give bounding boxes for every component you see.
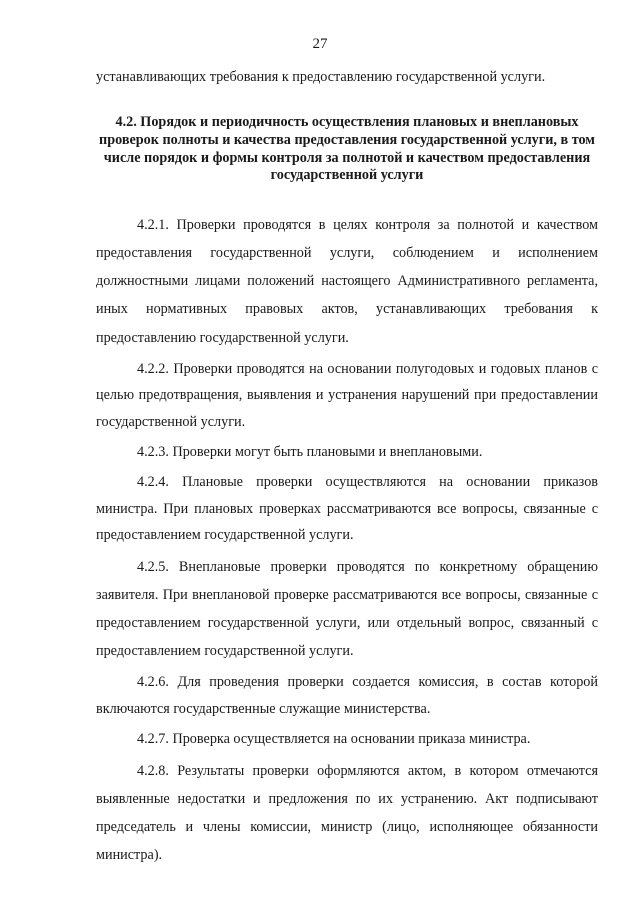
paragraph-4-2-6: 4.2.6. Для проведения проверки создается комиссия, в состав которой включаются государственные служащие министерства. bbox=[96, 674, 598, 717]
paragraph-4-2-1: 4.2.1. Проверки проводятся в целях контроля за полнотой и качеством предоставления государственной услуги, соблюдением и исполнением должностными лицами положений настоящего Административного регламента, иных нормативных правовых актов, устанавливающих требования к предоставлению государственной услуги. bbox=[96, 216, 598, 346]
continuation-line: устанавливающих требования к предоставлению государственной услуги. bbox=[96, 69, 546, 85]
paragraph-4-2-8: 4.2.8. Результаты проверки оформляются актом, в котором отмечаются выявленные недостатки и предложения по их устранению. Акт подписывают председатель и члены комиссии, министр (лицо, исполняющее обязанности министра). bbox=[96, 762, 598, 864]
paragraph-4-2-7: 4.2.7. Проверка осуществляется на основании приказа министра. bbox=[137, 731, 531, 748]
section-heading: 4.2. Порядок и периодичность осуществления плановых и внеплановых проверок полноты и качества предоставления государственной услуги, в том числе порядок и формы контроля за полнотой и качеством предоставления государственной услуги bbox=[99, 114, 595, 184]
paragraph-4-2-5: 4.2.5. Внеплановые проверки проводятся по конкретному обращению заявителя. При внеплановой проверке рассматриваются все вопросы, связанные с предоставлением государственной услуги, или отдельный вопрос, связанный с предоставлением государственной услуги. bbox=[96, 558, 598, 660]
document-body bbox=[96, 64, 598, 869]
paragraph-4-2-2: 4.2.2. Проверки проводятся на основании полугодовых и годовых планов с целью предотвращения, выявления и устранения нарушений при предоставлении государственной услуги. bbox=[96, 360, 598, 430]
paragraph-4-2-4: 4.2.4. Плановые проверки осуществляются на основании приказов министра. При плановых проверках рассматриваются все вопросы, связанные с предоставлением государственной услуги. bbox=[96, 474, 598, 544]
page-number: 27 bbox=[312, 36, 328, 52]
paragraph-4-2-3: 4.2.3. Проверки могут быть плановыми и внеплановыми. bbox=[137, 444, 483, 461]
